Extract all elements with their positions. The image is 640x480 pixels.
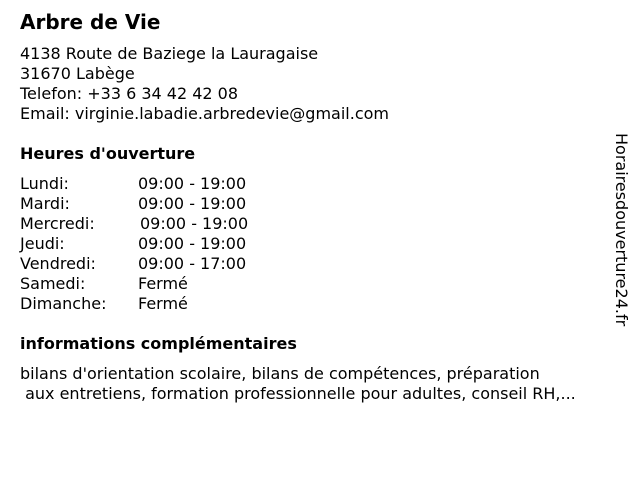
hours-day-label: Mardi: (20, 194, 70, 213)
info-text-line-2: aux entretiens, formation professionnelle pour adultes, conseil RH,... (20, 384, 576, 403)
info-text-line-1: bilans d'orientation scolaire, bilans de compétences, préparation (20, 364, 540, 383)
hours-row-wednesday (20, 214, 320, 234)
email-line: Email: virginie.labadie.arbredevie@gmail.com (20, 104, 389, 123)
hours-time-value: 09:00 - 19:00 (138, 234, 247, 253)
hours-row-saturday (20, 274, 320, 294)
info-heading: informations complémentaires (20, 334, 297, 353)
hours-time-value: 09:00 - 17:00 (138, 254, 247, 273)
hours-time-value: Fermé (138, 294, 188, 313)
hours-heading: Heures d'ouverture (20, 144, 196, 163)
address-line-2: 31670 Labège (20, 64, 135, 83)
hours-row-thursday (20, 234, 320, 254)
hours-row-sunday (20, 294, 320, 314)
hours-time-value: Fermé (138, 274, 188, 293)
hours-day-label: Mercredi: (20, 214, 95, 233)
hours-day-label: Dimanche: (20, 294, 107, 313)
hours-time-value: 09:00 - 19:00 (138, 194, 247, 213)
hours-day-label: Lundi: (20, 174, 69, 193)
hours-day-label: Vendredi: (20, 254, 96, 273)
hours-row-friday (20, 254, 320, 274)
phone-line: Telefon: +33 6 34 42 42 08 (20, 84, 239, 103)
hours-day-label: Samedi: (20, 274, 86, 293)
hours-row-tuesday (20, 194, 320, 214)
hours-time-value: 09:00 - 19:00 (140, 214, 249, 233)
hours-time-value: 09:00 - 19:00 (138, 174, 247, 193)
business-name: Arbre de Vie (20, 10, 161, 34)
address-line-1: 4138 Route de Baziege la Lauragaise (20, 44, 319, 63)
hours-row-monday (20, 174, 320, 194)
hours-day-label: Jeudi: (20, 234, 65, 253)
watermark-vertical: Horairesdouverture24.fr (612, 133, 631, 327)
